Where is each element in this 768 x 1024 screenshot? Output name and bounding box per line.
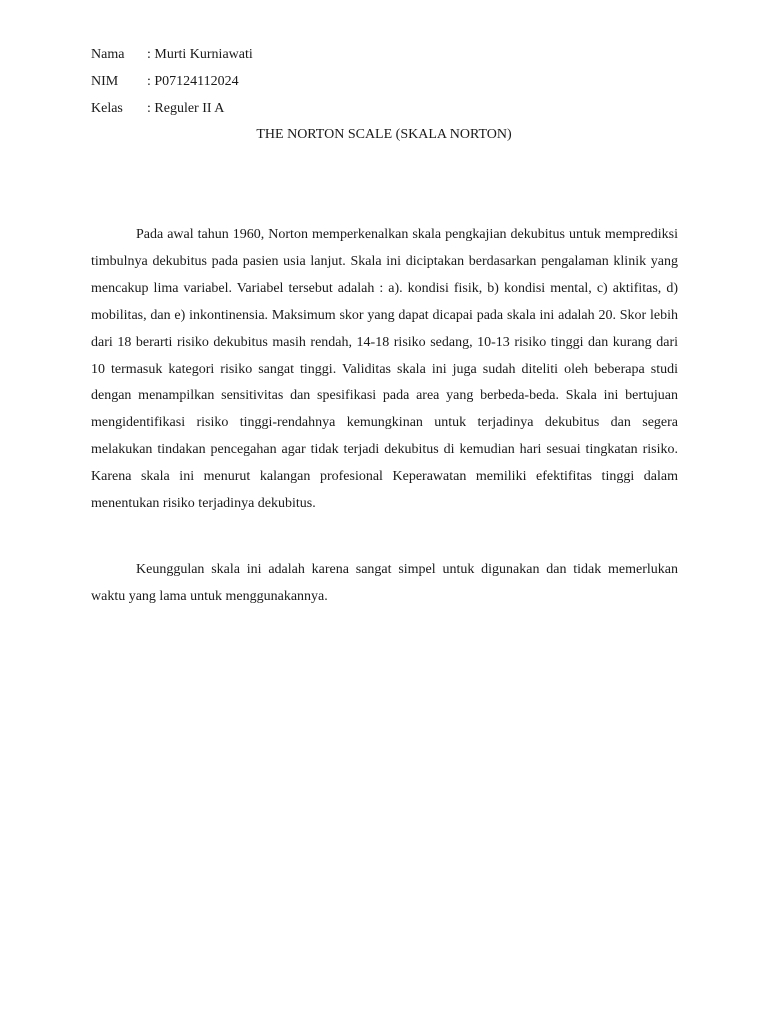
paragraph-intro: Pada awal tahun 1960, Norton memperkenalkan skala pengkajian dekubitus untuk memprediksi timbulnya dekubitus pada pasien usia lanjut. Skala ini diciptakan berdasarkan pengalaman klinik yang mencakup lima variabel. Variabel tersebut adalah : a). kondisi fisik, b) kondisi mental, c) aktifitas, d) mobilitas, dan e) inkontinensia. Maksimum skor yang dapat dicapai pada skala ini adalah 20. Skor lebih dari 18 berarti risiko dekubitus masih rendah, 14-18 risiko sedang, 10-13 risiko tinggi dan kurang dari 10 termasuk kategori risiko sangat tinggi. Validitas skala ini juga sudah diteliti oleh beberapa studi dengan menampilkan sensitivitas dan spesifikasi pada area yang berbeda-beda. Skala ini bertujuan mengidentifikasi risiko tinggi-rendahnya kemungkinan untuk terjadinya dekubitus dan segera melakukan tindakan pencegahan agar tidak terjadi dekubitus di kemudian hari sesuai tingkatan risiko. Karena skala ini menurut kalangan profesional Keperawatan memiliki efektifitas tinggi dalam menentukan risiko terjadinya dekubitus.: [91, 227, 678, 512]
nama-value: : Murti Kurniawati: [147, 47, 253, 62]
info-row-nama: [91, 46, 253, 64]
document-title: THE NORTON SCALE (SKALA NORTON): [256, 127, 512, 142]
nim-value: : P07124112024: [147, 74, 239, 89]
kelas-value: : Reguler II A: [147, 101, 225, 116]
info-row-nim: [91, 73, 239, 91]
paragraph-advantage: Keunggulan skala ini adalah karena sangat simpel untuk digunakan dan tidak memerlukan waktu yang lama untuk menggunakannya.: [91, 562, 678, 604]
nim-label: NIM: [91, 74, 119, 89]
info-row-kelas: [91, 100, 224, 118]
kelas-label: Kelas: [91, 101, 123, 116]
nama-label: Nama: [91, 47, 125, 62]
